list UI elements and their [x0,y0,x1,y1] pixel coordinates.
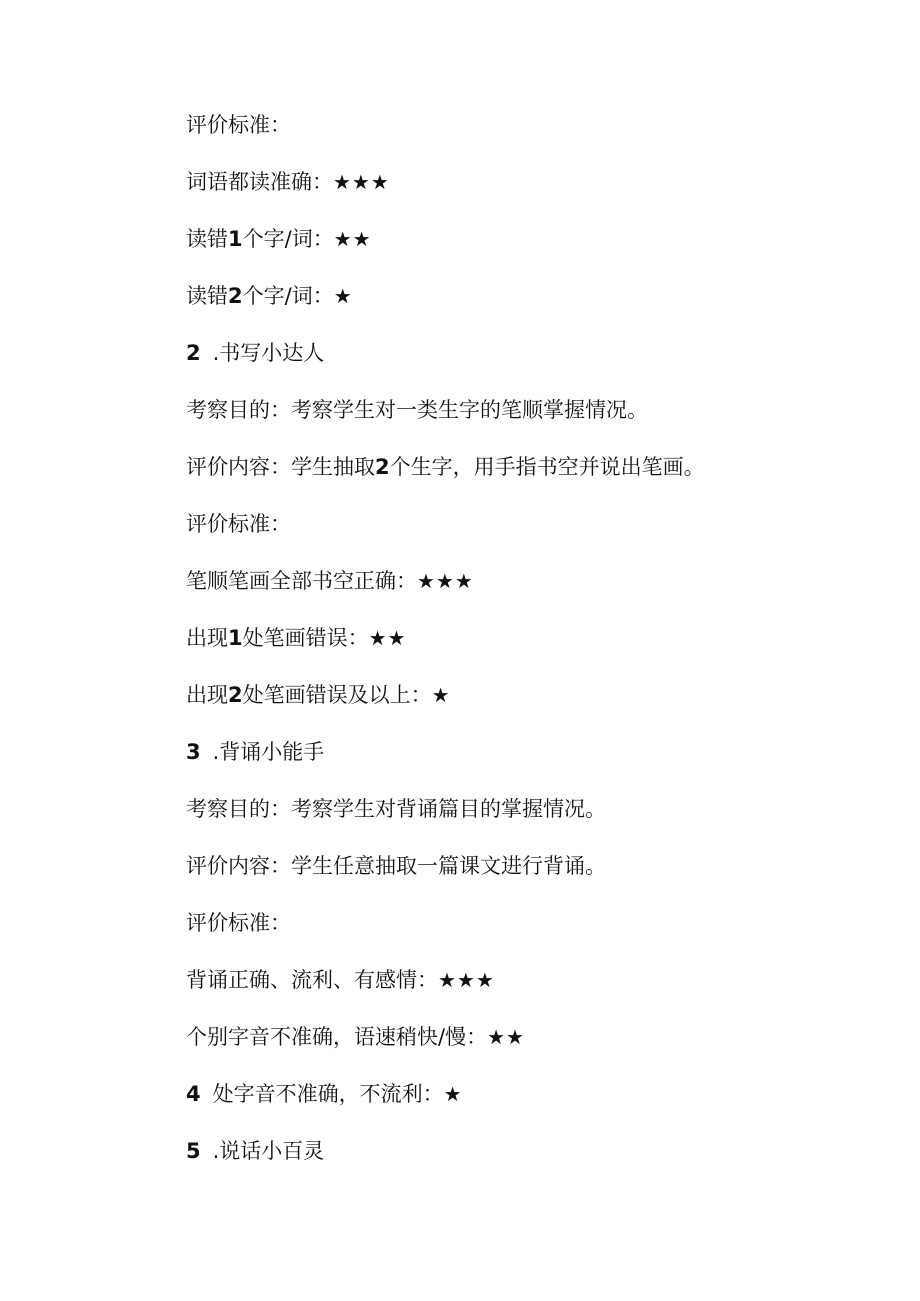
criteria-item [186,966,495,994]
text: 评价内容：学生抽取 [186,455,375,479]
text: 读错 [186,227,228,251]
star-rating: ★★★ [333,170,390,194]
criteria-item [186,1080,463,1108]
text: 评价标准： [186,113,291,137]
text: 个字/词： [242,227,334,251]
text: 出现 [186,683,228,707]
star-rating: ★★ [333,227,372,251]
star-rating: ★★★ [417,569,474,593]
criteria-item [186,1023,525,1051]
section-title: .背诵小能手 [212,740,325,764]
star-rating: ★★ [368,626,407,650]
star-rating: ★ [333,284,353,308]
section-heading [186,339,324,367]
number: 1 [228,626,243,650]
text: 词语都读准确： [186,170,333,194]
star-rating: ★ [431,683,451,707]
number: 2 [228,683,243,707]
text: 评价内容：学生任意抽取一篇课文进行背诵。 [186,854,606,878]
paragraph [186,795,606,823]
criteria-item [186,681,451,709]
text: 个字/词： [242,284,334,308]
section-heading [186,1137,324,1165]
section-title: .说话小百灵 [212,1139,325,1163]
section-number: 3 [186,740,201,764]
text: 笔顺笔画全部书空正确： [186,569,417,593]
number: 2 [375,455,390,479]
criteria-item [186,282,353,310]
criteria-heading [186,111,291,139]
text: 个生字，用手指书空并说出笔画。 [389,455,705,479]
paragraph [186,396,648,424]
section-number: 5 [186,1139,201,1163]
star-rating: ★★★ [438,968,495,992]
text: 读错 [186,284,228,308]
star-rating: ★★ [487,1025,525,1049]
text: 评价标准： [186,911,291,935]
text: 评价标准： [186,512,291,536]
star-rating: ★ [443,1082,463,1106]
criteria-item [186,168,390,196]
paragraph [186,453,705,481]
section-number: 2 [186,341,201,365]
criteria-heading [186,510,291,538]
criteria-heading [186,909,291,937]
paragraph [186,852,606,880]
criteria-item [186,624,406,652]
text: 背诵正确、流利、有感情： [186,968,438,992]
criteria-item [186,225,372,253]
text: 个别字音不准确，语速稍快/慢： [186,1025,488,1049]
text: 考察目的：考察学生对一类生字的笔顺掌握情况。 [186,398,648,422]
text: 考察目的：考察学生对背诵篇目的掌握情况。 [186,797,606,821]
number: 1 [228,227,243,251]
section-title: .书写小达人 [212,341,325,365]
number: 2 [228,284,243,308]
text: 出现 [186,626,228,650]
section-heading [186,738,324,766]
text: 处字音不准确，不流利： [212,1082,444,1106]
text: 处笔画错误及以上： [242,683,432,707]
criteria-item [186,567,474,595]
number: 4 [186,1082,201,1106]
text: 处笔画错误： [242,626,369,650]
